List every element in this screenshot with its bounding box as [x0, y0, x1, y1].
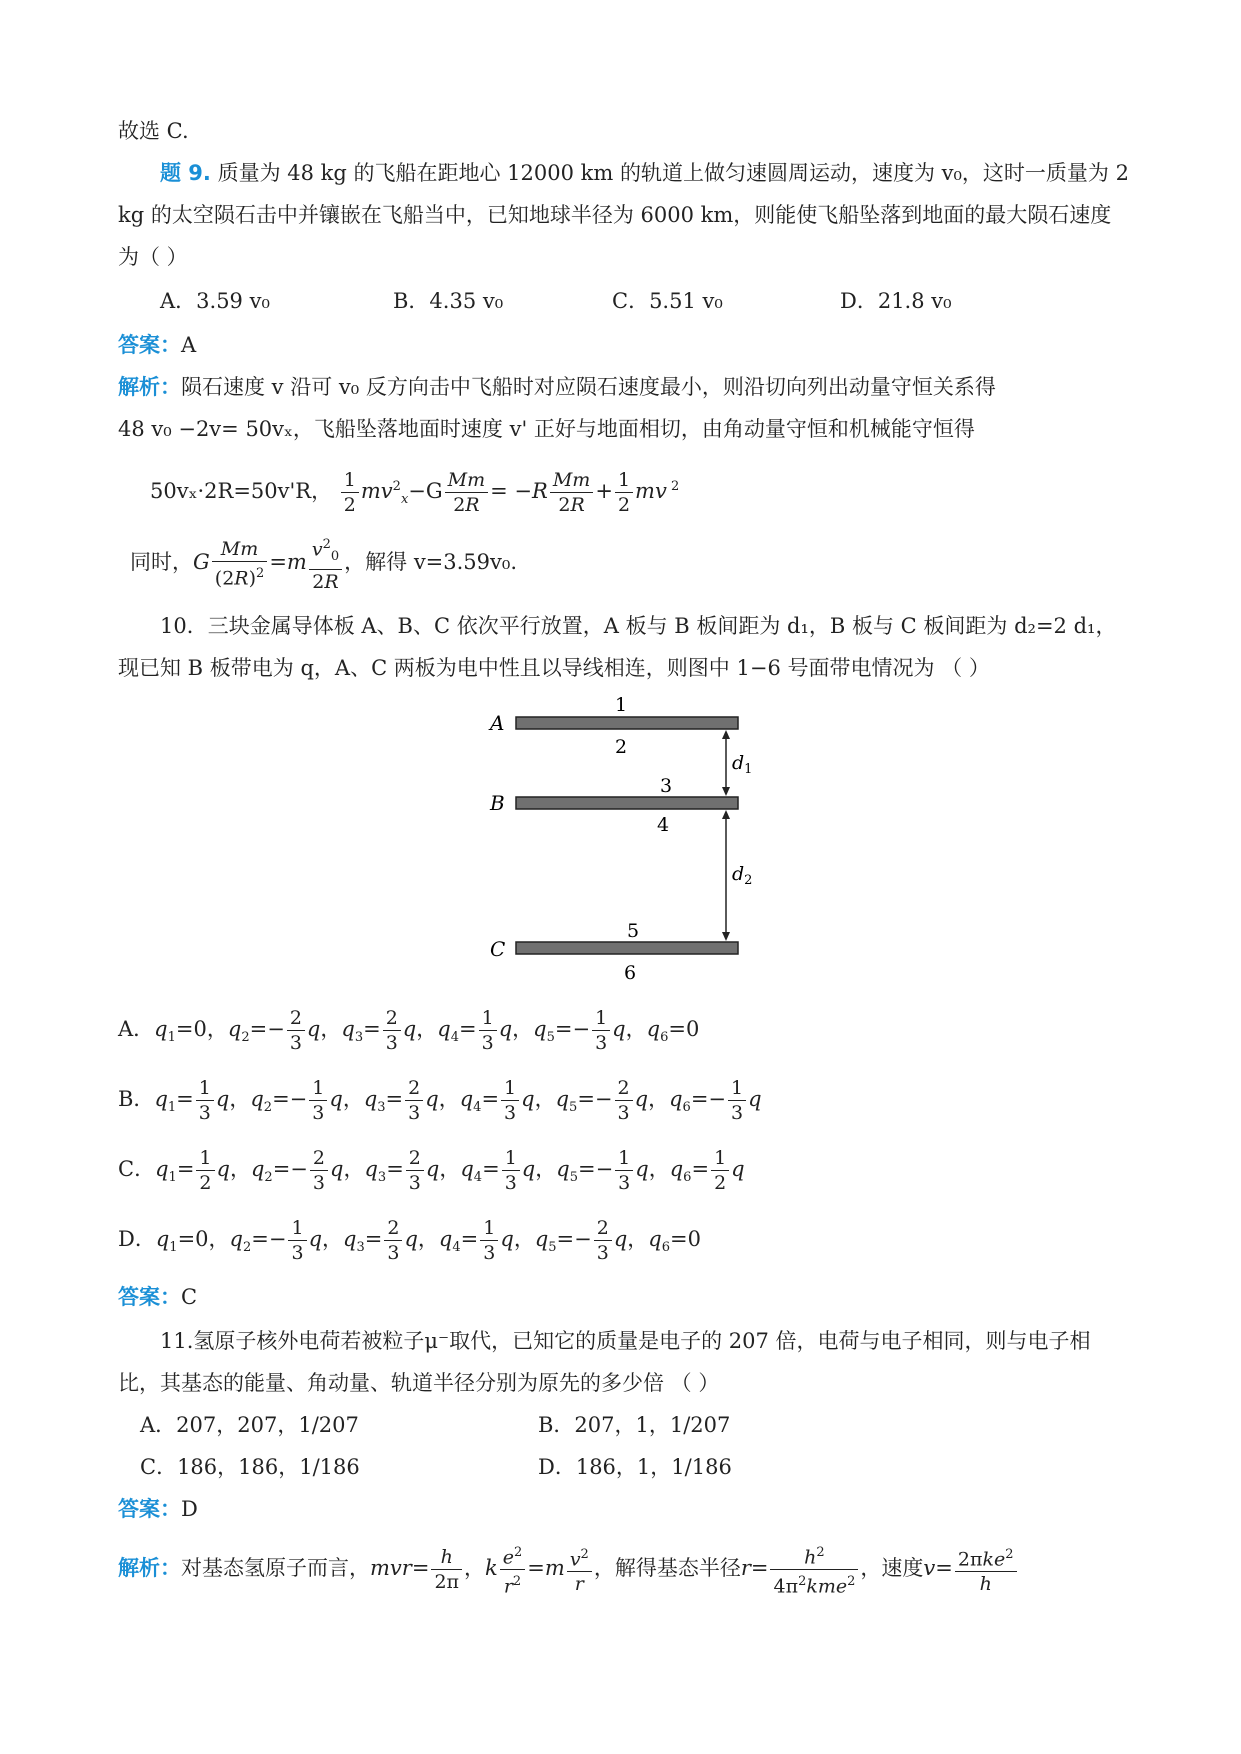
- answer-value: C: [181, 1285, 198, 1309]
- question-9-line-1: [160, 158, 1129, 188]
- analysis-prefix: 对基态氢原子而言，: [181, 1556, 370, 1580]
- question-9-text-1: 质量为 48 kg 的飞船在距地心 12000 km 的轨道上做匀速圆周运动，速度为 v₀，这时一质量为 2: [217, 161, 1129, 185]
- gap-d1-arrow: [722, 730, 730, 796]
- gap-label-d2: $d_2$: [732, 863, 753, 888]
- q11-option-c[interactable]: C．186，186，1/186: [140, 1455, 360, 1479]
- answer-value: D: [181, 1497, 198, 1521]
- fraction-Mm-2R-squared: $\frac{Mm}{(2R)^2}$: [212, 537, 268, 590]
- analysis-label: 解析：: [118, 375, 181, 399]
- q9-analysis-line-1: [118, 372, 996, 402]
- face-6: 6: [624, 962, 637, 983]
- question-11-line-2: 比，其基态的能量、角动量、轨道半径分别为原先的多少倍 （ ）: [118, 1371, 720, 1395]
- question-11-line-1: 11.氢原子核外电荷若被粒子μ⁻取代，已知它的质量是电子的 207 倍，电荷与电子相同，则与电子相: [160, 1329, 1091, 1353]
- q10-option-b[interactable]: B．$q_1=$ $\frac{1}{3}$ q，$q_2=-$ $\frac{1}{3}$ q，$q_3=$ $\frac{2}{3}$ q，$q_4=$ $\frac{1}{3}$ q，$q_5=-$ $\frac{2}{3}$ q，$q_6=-$ $\frac{1}{3}$ q: [118, 1077, 762, 1124]
- q9-option-d[interactable]: D．21.8 v₀: [840, 289, 952, 313]
- fraction-half: $\frac{1}{2}$: [341, 468, 359, 517]
- fraction-v0sq-2R: $\frac{v^2_0}{2R}$: [309, 533, 342, 594]
- q10-answer: [118, 1282, 197, 1312]
- plate-label-a: A: [490, 711, 505, 735]
- q11-option-a[interactable]: A．207，207，1/207: [140, 1413, 359, 1437]
- q10-option-a[interactable]: A．$q_1=0$，$q_2=-$ $\frac{2}{3}$ q，$q_3=$ $\frac{2}{3}$ q，$q_4=$ $\frac{1}{3}$ q，$q_5=-$ $\frac{1}{3}$ q，$q_6=0$: [118, 1007, 700, 1054]
- gap-d2-arrow: [722, 810, 730, 941]
- analysis-text-1: 陨石速度 v 沿可 v₀ 反方向击中飞船时对应陨石速度最小，则沿切向列出动量守恒关系得: [181, 375, 996, 399]
- q9-equation-1: 50vₓ·2R=50v'R， $\frac{1}{2}$ $mv^2_x-G$ $\frac{Mm}{2R}$ = −R $\frac{Mm}{2R}$ + $\frac{1}{2}$ mv $^2$: [150, 469, 680, 516]
- fraction-Mm-2R-b: $\frac{Mm}{2R}$: [550, 468, 593, 517]
- face-5: 5: [627, 920, 640, 942]
- fraction-Mm-2R: $\frac{Mm}{2R}$: [445, 468, 488, 517]
- question-9-label: 题 9.: [160, 161, 211, 185]
- analysis-mid: ，解得基态半径: [593, 1556, 741, 1580]
- q9-answer: [118, 330, 196, 360]
- gap-label-d1: $d_1$: [732, 752, 753, 777]
- face-2: 2: [615, 736, 628, 758]
- answer-value: A: [181, 333, 197, 357]
- eq3-prefix: 同时，: [130, 550, 193, 575]
- eq3-suffix: ，解得 v=3.59v₀.: [344, 550, 517, 575]
- plate-a: [516, 717, 738, 729]
- analysis-label: 解析：: [118, 1556, 181, 1580]
- face-4: 4: [657, 814, 670, 836]
- q11-option-d[interactable]: D．186，1，1/186: [538, 1455, 732, 1479]
- analysis-speed: ，速度: [860, 1556, 924, 1580]
- q11-answer: [118, 1494, 198, 1524]
- face-1: 1: [615, 694, 628, 716]
- q9-option-a[interactable]: A．3.59 v₀: [160, 289, 270, 313]
- q9-option-c[interactable]: C．5.51 v₀: [612, 289, 723, 313]
- plate-label-b: B: [490, 791, 505, 815]
- q10-option-d[interactable]: D．$q_1=0$，$q_2=-$ $\frac{1}{3}$ q，$q_3=$ $\frac{2}{3}$ q，$q_4=$ $\frac{1}{3}$ q，$q_5=-$ $\frac{2}{3}$ q，$q_6=0$: [118, 1217, 701, 1264]
- answer-label: 答案：: [118, 333, 181, 357]
- q9-analysis-line-2: 48 v₀ −2v= 50vₓ，飞船坠落地面时速度 v' 正好与地面相切，由角动量守恒和机械能守恒得: [118, 417, 975, 441]
- previous-answer-conclusion: 故选 C.: [118, 119, 189, 143]
- q11-option-b[interactable]: B．207，1，1/207: [538, 1413, 731, 1437]
- plate-c: [516, 942, 738, 954]
- q10-option-c[interactable]: C．$q_1=$ $\frac{1}{2}$ q，$q_2=-$ $\frac{2}{3}$ q，$q_3=$ $\frac{2}{3}$ q，$q_4=$ $\frac{1}{3}$ q，$q_5=-$ $\frac{1}{3}$ q，$q_6=$ $\frac{1}{2}$ q: [118, 1147, 745, 1194]
- question-9-line-3: 为（ ）: [118, 245, 188, 269]
- q11-analysis: 解析：对基态氢原子而言，mvr= $\frac{h}{2\pi}$ ，k $\frac{e^2}{r^2}$ =m $\frac{v^2}{r}$ ，解得基态半径r= $\frac{h^2}{4\pi^2kme^2}$ ，速度v= $\frac{2\pi ke^2}{h}$: [118, 1538, 1019, 1598]
- plate-b: [516, 797, 738, 809]
- q9-option-b[interactable]: B．4.35 v₀: [393, 289, 504, 313]
- eq1-text: 50vₓ·2R=50v'R，: [150, 479, 333, 503]
- q9-equation-2: 同时，G $\frac{Mm}{(2R)^2}$ =m $\frac{v^2_0}{2R}$ ，解得 v=3.59v₀.: [130, 533, 517, 594]
- question-10-line-2: 现已知 B 板带电为 q，A、C 两板为电中性且以导线相连，则图中 1−6 号面带电情况为 （ ）: [118, 656, 990, 680]
- parallel-plates-figure: [470, 693, 770, 983]
- fraction-half-b: $\frac{1}{2}$: [615, 468, 633, 517]
- question-9-line-2: kg 的太空陨石击中并镶嵌在飞船当中，已知地球半径为 6000 km，则能使飞船坠落到地面的最大陨石速度: [118, 203, 1112, 227]
- face-3: 3: [660, 775, 673, 797]
- question-10-line-1: 10．三块金属导体板 A、B、C 依次平行放置，A 板与 B 板间距为 d₁，B 板与 C 板间距为 d₂=2 d₁，: [160, 614, 1117, 638]
- plate-label-c: C: [490, 937, 506, 961]
- answer-label: 答案：: [118, 1497, 181, 1521]
- answer-label: 答案：: [118, 1285, 181, 1309]
